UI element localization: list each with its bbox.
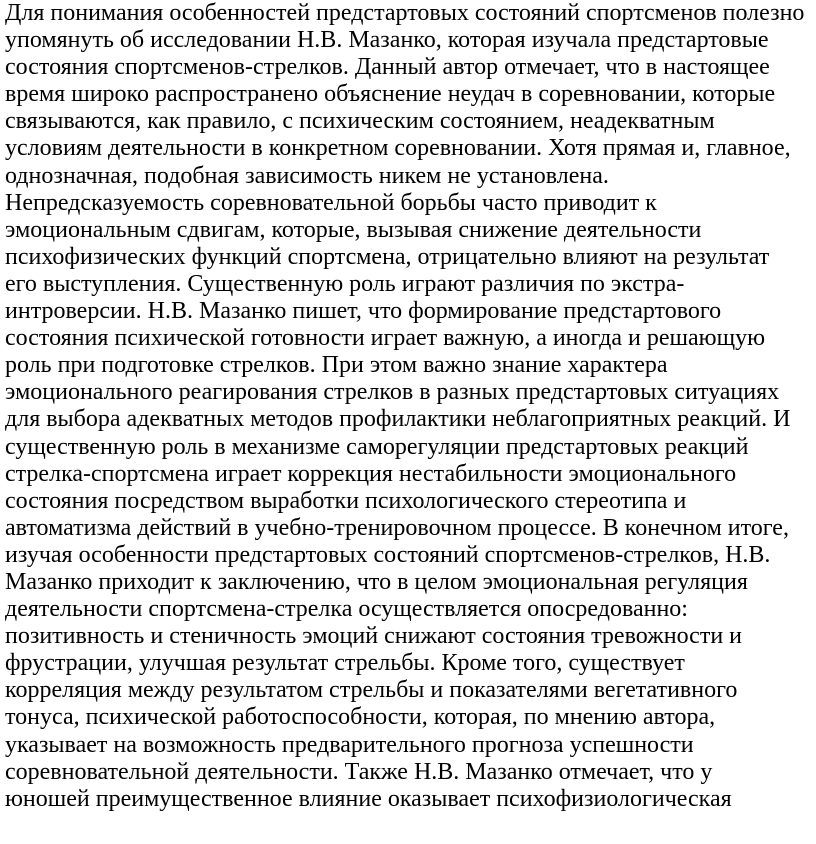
text-line: Непредсказуемость соревновательной борьбы часто приводит к — [5, 189, 657, 216]
text-line: соревновательной деятельности. Также Н.В. Мазанко отмечает, что у — [5, 758, 713, 785]
text-line: для выбора адекватных методов профилактики неблагоприятных реакций. И — [5, 406, 791, 433]
text-line: интроверсии. Н.В. Мазанко пишет, что формирование предстартового — [5, 298, 722, 325]
text-line: позитивность и стеничность эмоций снижают состояния тревожности и — [5, 623, 743, 650]
body-paragraph — [5, 0, 804, 813]
text-line: его выступления. Существенную роль играют различия по экстра- — [5, 270, 685, 297]
text-line: эмоционального реагирования стрелков в разных предстартовых ситуациях — [5, 379, 780, 406]
text-line: фрустрации, улучшая результат стрельбы. Кроме того, существует — [5, 650, 685, 677]
text-line: состояния психической готовности играет важную, а иногда и решающую — [5, 325, 766, 352]
text-line: время широко распространено объяснение неудач в соревновании, которые — [5, 81, 776, 108]
text-line: состояния спортсменов-стрелков. Данный автор отмечает, что в настоящее — [5, 54, 770, 81]
text-line: однозначная, подобная зависимость никем не установлена. — [5, 162, 609, 189]
text-line: юношей преимущественное влияние оказывает психофизиологическая — [5, 785, 732, 812]
text-line: условиям деятельности в конкретном соревновании. Хотя прямая и, главное, — [5, 135, 791, 162]
text-line: изучая особенности предстартовых состояний спортсменов-стрелков, Н.В. — [5, 541, 771, 568]
text-line: роль при подготовке стрелков. При этом важно знание характера — [5, 352, 668, 379]
text-line: связываются, как правило, с психическим состоянием, неадекватным — [5, 108, 715, 135]
text-line: стрелка-спортсмена играет коррекция нестабильности эмоционального — [5, 460, 737, 487]
text-line: Для понимания особенностей предстартовых состояний спортсменов полезно — [5, 0, 805, 26]
text-line: деятельности спортсмена-стрелка осуществляется опосредованно: — [5, 596, 688, 623]
text-line: указывает на возможность предварительного прогноза успешности — [5, 731, 694, 758]
text-line: тонуса, психической работоспособности, которая, по мнению автора, — [5, 704, 716, 731]
text-line: автоматизма действий в учебно-тренировочном процессе. В конечном итоге, — [5, 514, 789, 541]
text-line: эмоциональным сдвигам, которые, вызывая снижение деятельности — [5, 216, 702, 243]
text-line: существенную роль в механизме саморегуляции предстартовых реакций — [5, 433, 749, 460]
text-line: Мазанко приходит к заключению, что в целом эмоциональная регуляция — [5, 568, 748, 595]
text-line: корреляция между результатом стрельбы и показателями вегетативного — [5, 677, 738, 704]
text-line: упомянуть об исследовании Н.В. Мазанко, которая изучала предстартовые — [5, 27, 769, 54]
text-line: психофизических функций спортсмена, отрицательно влияют на результат — [5, 243, 770, 270]
text-line: состояния посредством выработки психологического стереотипа и — [5, 487, 687, 514]
